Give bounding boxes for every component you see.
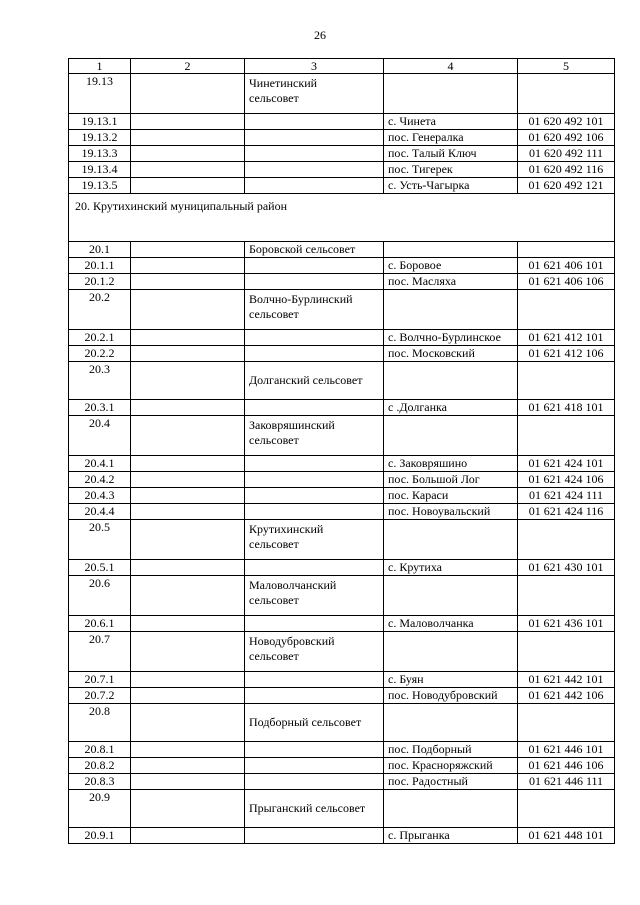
table-row (69, 400, 615, 416)
row-settlement (384, 362, 518, 400)
row-empty-cell (131, 758, 245, 774)
table-row (69, 290, 615, 330)
table-row (69, 242, 615, 258)
row-empty-cell (131, 362, 245, 400)
row-settlement (384, 74, 518, 114)
row-settlement: пос. Красноряжский (384, 758, 518, 774)
page-number: 26 (314, 28, 326, 42)
row-council-name (245, 400, 384, 416)
row-empty-cell (131, 330, 245, 346)
row-empty-cell (131, 488, 245, 504)
row-settlement: пос. Подборный (384, 742, 518, 758)
row-okato-code (518, 520, 615, 560)
row-code: 20.7 (69, 632, 131, 672)
row-settlement: с. Чинета (384, 114, 518, 130)
row-empty-cell (131, 520, 245, 560)
row-empty-cell (131, 146, 245, 162)
row-council-name (245, 130, 384, 146)
row-code: 20.6 (69, 576, 131, 616)
row-okato-code: 01 620 492 111 (518, 146, 615, 162)
row-code: 20.8.3 (69, 774, 131, 790)
table-body (69, 59, 615, 844)
row-empty-cell (131, 616, 245, 632)
row-okato-code: 01 620 492 101 (518, 114, 615, 130)
row-council-name (245, 742, 384, 758)
row-council-name (245, 504, 384, 520)
row-council-name (245, 114, 384, 130)
row-empty-cell (131, 472, 245, 488)
table-row (69, 178, 615, 194)
row-okato-code (518, 704, 615, 742)
row-council-name (245, 488, 384, 504)
settlements-table (68, 58, 615, 844)
table-row (69, 688, 615, 704)
row-settlement: с. Буян (384, 672, 518, 688)
row-okato-code: 01 621 406 106 (518, 274, 615, 290)
row-empty-cell (131, 346, 245, 362)
row-okato-code: 01 621 442 101 (518, 672, 615, 688)
row-settlement: с. Крутиха (384, 560, 518, 576)
row-code: 20.9.1 (69, 828, 131, 844)
row-empty-cell (131, 178, 245, 194)
table-row (69, 114, 615, 130)
row-council-name: Прыганский сельсовет (245, 790, 384, 828)
row-code: 20.3.1 (69, 400, 131, 416)
row-code: 19.13.4 (69, 162, 131, 178)
row-empty-cell (131, 274, 245, 290)
table-row (69, 672, 615, 688)
row-settlement: пос. Новодубровский (384, 688, 518, 704)
row-settlement: с. Заковряшино (384, 456, 518, 472)
row-settlement: пос. Генералка (384, 130, 518, 146)
row-empty-cell (131, 258, 245, 274)
column-header-4: 4 (384, 59, 518, 74)
table-row (69, 742, 615, 758)
row-settlement (384, 416, 518, 456)
table-row (69, 704, 615, 742)
row-code: 20.7.2 (69, 688, 131, 704)
row-okato-code: 01 620 492 121 (518, 178, 615, 194)
row-empty-cell (131, 560, 245, 576)
row-empty-cell (131, 456, 245, 472)
row-okato-code: 01 620 492 116 (518, 162, 615, 178)
row-code: 20.2.2 (69, 346, 131, 362)
row-okato-code: 01 621 446 101 (518, 742, 615, 758)
row-empty-cell (131, 242, 245, 258)
row-settlement (384, 576, 518, 616)
row-empty-cell (131, 672, 245, 688)
row-empty-cell (131, 576, 245, 616)
row-code: 20.4.3 (69, 488, 131, 504)
row-empty-cell (131, 162, 245, 178)
row-council-name (245, 456, 384, 472)
table-row (69, 456, 615, 472)
row-okato-code (518, 74, 615, 114)
row-council-name: Маловолчанский сельсовет (245, 576, 384, 616)
row-okato-code: 01 621 412 101 (518, 330, 615, 346)
table-row (69, 74, 615, 114)
row-okato-code (518, 290, 615, 330)
row-okato-code (518, 790, 615, 828)
row-council-name (245, 560, 384, 576)
table-row (69, 560, 615, 576)
row-code: 20.5.1 (69, 560, 131, 576)
row-code: 20.4.2 (69, 472, 131, 488)
table-row (69, 828, 615, 844)
row-empty-cell (131, 400, 245, 416)
table-row (69, 330, 615, 346)
row-okato-code: 01 621 448 101 (518, 828, 615, 844)
row-settlement: пос. Новоувальский (384, 504, 518, 520)
row-settlement: с. Маловолчанка (384, 616, 518, 632)
column-header-1: 1 (69, 59, 131, 74)
row-council-name (245, 472, 384, 488)
row-settlement (384, 790, 518, 828)
row-okato-code: 01 621 424 101 (518, 456, 615, 472)
row-settlement: пос. Большой Лог (384, 472, 518, 488)
row-code: 20.2 (69, 290, 131, 330)
table-row (69, 362, 615, 400)
row-council-name (245, 828, 384, 844)
row-council-name: Волчно-Бурлинский сельсовет (245, 290, 384, 330)
row-settlement (384, 290, 518, 330)
row-code: 20.4 (69, 416, 131, 456)
row-empty-cell (131, 742, 245, 758)
row-okato-code: 01 620 492 106 (518, 130, 615, 146)
row-code: 20.1 (69, 242, 131, 258)
table-row (69, 472, 615, 488)
row-council-name (245, 178, 384, 194)
row-empty-cell (131, 290, 245, 330)
row-empty-cell (131, 114, 245, 130)
row-settlement (384, 632, 518, 672)
row-council-name: Чинетинский сельсовет (245, 74, 384, 114)
row-okato-code (518, 416, 615, 456)
column-header-2: 2 (131, 59, 245, 74)
row-code: 20.8.2 (69, 758, 131, 774)
row-code: 19.13.2 (69, 130, 131, 146)
table-row (69, 146, 615, 162)
row-council-name (245, 758, 384, 774)
row-code: 20.7.1 (69, 672, 131, 688)
row-code: 20.4.1 (69, 456, 131, 472)
row-empty-cell (131, 790, 245, 828)
table-row (69, 130, 615, 146)
row-settlement: пос. Масляха (384, 274, 518, 290)
row-code: 20.8.1 (69, 742, 131, 758)
row-council-name (245, 688, 384, 704)
table-row (69, 616, 615, 632)
table-row (69, 416, 615, 456)
row-empty-cell (131, 632, 245, 672)
row-okato-code: 01 621 424 116 (518, 504, 615, 520)
row-code: 20.1.2 (69, 274, 131, 290)
table-row (69, 790, 615, 828)
row-code: 20.3 (69, 362, 131, 400)
table-header-row (69, 59, 615, 74)
row-code: 20.4.4 (69, 504, 131, 520)
row-okato-code: 01 621 406 101 (518, 258, 615, 274)
row-council-name (245, 162, 384, 178)
row-code: 20.8 (69, 704, 131, 742)
row-council-name: Подборный сельсовет (245, 704, 384, 742)
row-council-name (245, 774, 384, 790)
row-code: 19.13.1 (69, 114, 131, 130)
row-okato-code: 01 621 418 101 (518, 400, 615, 416)
row-code: 20.9 (69, 790, 131, 828)
row-settlement: с. Боровое (384, 258, 518, 274)
row-council-name (245, 346, 384, 362)
row-settlement: с. Усть-Чагырка (384, 178, 518, 194)
row-code: 19.13.3 (69, 146, 131, 162)
row-code: 20.2.1 (69, 330, 131, 346)
row-okato-code: 01 621 424 106 (518, 472, 615, 488)
table-row (69, 258, 615, 274)
row-empty-cell (131, 416, 245, 456)
table-row (69, 504, 615, 520)
row-code: 19.13 (69, 74, 131, 114)
row-council-name: Новодубровский сельсовет (245, 632, 384, 672)
row-code: 20.5 (69, 520, 131, 560)
row-council-name: Заковряшинский сельсовет (245, 416, 384, 456)
row-settlement: пос. Караси (384, 488, 518, 504)
row-okato-code (518, 242, 615, 258)
row-empty-cell (131, 688, 245, 704)
table-row (69, 632, 615, 672)
row-code: 19.13.5 (69, 178, 131, 194)
row-okato-code: 01 621 446 106 (518, 758, 615, 774)
row-okato-code: 01 621 430 101 (518, 560, 615, 576)
row-council-name: Боровской сельсовет (245, 242, 384, 258)
row-council-name (245, 258, 384, 274)
table-row (69, 488, 615, 504)
table-row (69, 162, 615, 178)
row-okato-code: 01 621 442 106 (518, 688, 615, 704)
row-code: 20.6.1 (69, 616, 131, 632)
row-code: 20.1.1 (69, 258, 131, 274)
column-header-5: 5 (518, 59, 615, 74)
column-header-3: 3 (245, 59, 384, 74)
row-settlement: с. Прыганка (384, 828, 518, 844)
row-okato-code: 01 621 436 101 (518, 616, 615, 632)
row-empty-cell (131, 504, 245, 520)
row-settlement: пос. Московский (384, 346, 518, 362)
table-row (69, 576, 615, 616)
row-okato-code (518, 362, 615, 400)
row-okato-code (518, 632, 615, 672)
row-okato-code: 01 621 446 111 (518, 774, 615, 790)
table-row (69, 520, 615, 560)
row-settlement: пос. Радостный (384, 774, 518, 790)
row-council-name (245, 146, 384, 162)
row-council-name (245, 330, 384, 346)
row-council-name (245, 616, 384, 632)
table-row (69, 274, 615, 290)
row-council-name (245, 672, 384, 688)
row-council-name: Крутихинский сельсовет (245, 520, 384, 560)
district-heading: 20. Крутихинский муниципальный район (69, 194, 615, 242)
row-settlement (384, 704, 518, 742)
row-empty-cell (131, 774, 245, 790)
row-council-name: Долганский сельсовет (245, 362, 384, 400)
row-okato-code: 01 621 424 111 (518, 488, 615, 504)
row-empty-cell (131, 704, 245, 742)
table-row (69, 346, 615, 362)
row-empty-cell (131, 828, 245, 844)
row-settlement: пос. Талый Ключ (384, 146, 518, 162)
row-settlement: пос. Тигерек (384, 162, 518, 178)
row-empty-cell (131, 74, 245, 114)
row-settlement (384, 520, 518, 560)
district-heading-row (69, 194, 615, 242)
row-empty-cell (131, 130, 245, 146)
row-okato-code (518, 576, 615, 616)
table-row (69, 774, 615, 790)
row-settlement (384, 242, 518, 258)
row-council-name (245, 274, 384, 290)
row-settlement: с .Долганка (384, 400, 518, 416)
row-settlement: с. Волчно-Бурлинское (384, 330, 518, 346)
row-okato-code: 01 621 412 106 (518, 346, 615, 362)
table-row (69, 758, 615, 774)
